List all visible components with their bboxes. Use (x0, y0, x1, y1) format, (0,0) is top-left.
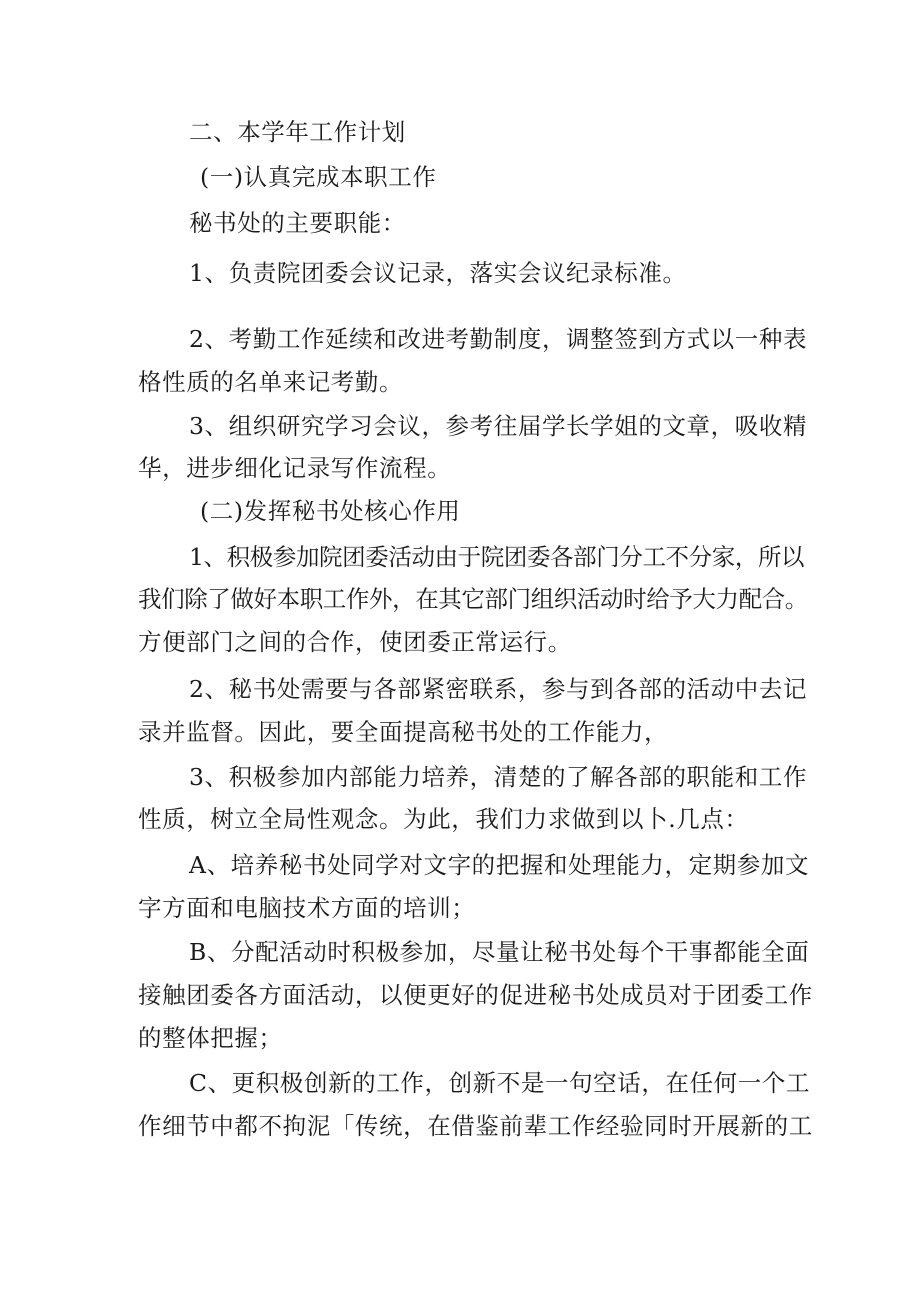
paragraph-line: 1、积极参加院团委活动由于院团委各部门分工不分家，所以 (189, 543, 805, 571)
subsection-title-1: (一)认真完成本职工作 (200, 163, 437, 191)
paragraph-line: A、培养秘书处同学对文字的把握和处理能力，定期参加文 (189, 851, 810, 879)
paragraph-line: 字方面和电脑技术方面的培训； (138, 894, 476, 922)
paragraph-line: 的整体把握； (138, 1024, 283, 1052)
paragraph-line: 华，进步细化记录写作流程。 (138, 454, 452, 482)
paragraph-line: 作细节中都不拘泥「传统，在借鉴前辈工作经验同时开展新的工 (138, 1112, 813, 1140)
paragraph-line: 2、秘书处需要与各部紧密联系，参与到各部的活动中去记 (189, 675, 808, 703)
paragraph-line: 我们除了做好本职工作外，在其它部门组织活动时给予大力配合。 (138, 585, 808, 613)
subsection-title-2: (二)发挥秘书处核心作用 (200, 497, 461, 525)
paragraph-line: C、更积极创新的工作，创新不是一句空话，在任何一个工 (189, 1069, 811, 1097)
paragraph-line: 3、积极参加内部能力培养，清楚的了解各部的职能和工作 (189, 763, 808, 791)
paragraph-line: 1、负责院团委会议记录，落实会议纪录标准。 (189, 259, 687, 287)
paragraph-line: 录并监督。因此，要全面提高秘书处的工作能力， (138, 718, 669, 746)
paragraph-line: 3、组织研究学习会议，参考往届学长学姐的文章，吸收精 (189, 412, 808, 440)
paragraph-line: 格性质的名单来记考勤。 (138, 368, 404, 396)
section-heading: 二、本学年工作计划 (189, 118, 406, 146)
duties-intro: 秘书处的主要职能： (189, 209, 406, 237)
paragraph-line: 2、考勤工作延续和改进考勤制度，调整签到方式以一种表 (189, 325, 808, 353)
paragraph-line: 方便部门之间的合作，使团委正常运行。 (138, 628, 572, 656)
paragraph-line: B、分配活动时积极参加，尽量让秘书处每个干事都能全面 (189, 938, 810, 966)
paragraph-line: 性质，树立全局性观念。为此，我们力求做到以卜.几点： (138, 805, 749, 833)
paragraph-line: 接触团委各方面活动，以便更好的促进秘书处成员对于团委工作 (138, 981, 813, 1009)
